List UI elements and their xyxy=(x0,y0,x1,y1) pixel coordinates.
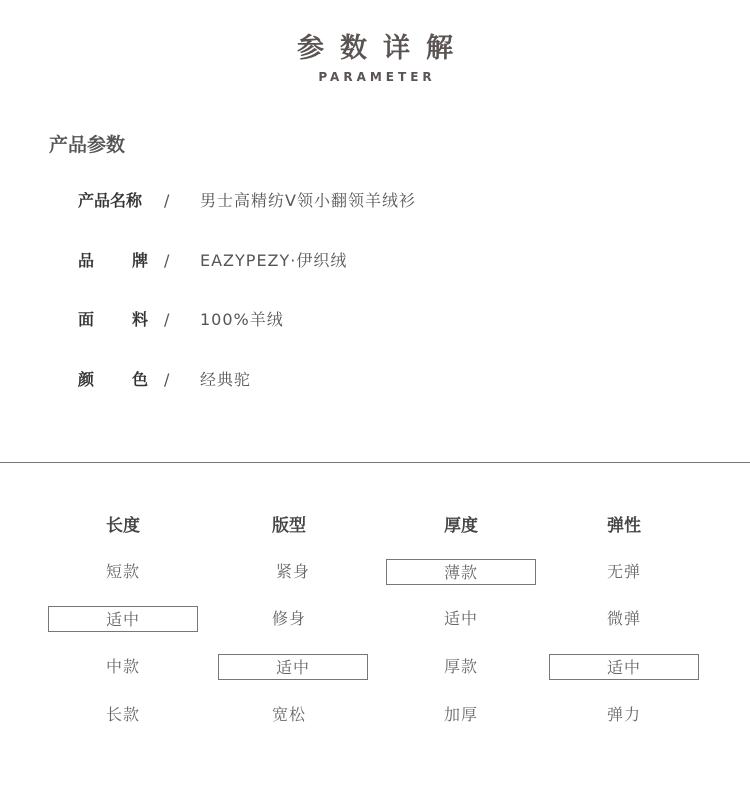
param-value: 男士高精纺V领小翻领羊绒衫 xyxy=(200,191,416,210)
page-title-en: PARAMETER xyxy=(318,70,436,84)
param-row-brand xyxy=(78,248,678,274)
param-row-material xyxy=(78,307,678,333)
page-title-cn: 参数详解 xyxy=(297,33,469,64)
param-label-char: 色 xyxy=(131,370,148,389)
attribute-option: 厚款 xyxy=(443,657,478,676)
param-separator: / xyxy=(164,251,170,270)
param-label-char: 牌 xyxy=(131,251,148,270)
param-label-char: 料 xyxy=(131,310,148,329)
param-label xyxy=(78,367,148,393)
attribute-heading: 弹性 xyxy=(607,516,641,536)
attribute-option: 薄款 xyxy=(386,559,536,585)
attribute-option: 短款 xyxy=(105,562,140,581)
attribute-option: 紧身 xyxy=(275,562,310,581)
attribute-option: 适中 xyxy=(218,654,368,680)
section-title: 产品参数 xyxy=(49,134,126,156)
attribute-option: 适中 xyxy=(443,609,478,628)
param-label xyxy=(78,248,148,274)
param-value: 经典驼 xyxy=(200,370,252,389)
param-separator: / xyxy=(164,191,170,210)
param-separator: / xyxy=(164,310,170,329)
attribute-option: 微弹 xyxy=(606,609,641,628)
attribute-option: 适中 xyxy=(549,654,699,680)
param-label xyxy=(78,307,148,333)
param-value: 100%羊绒 xyxy=(200,310,284,329)
param-label-char: 品 xyxy=(78,251,95,270)
param-row-name xyxy=(78,188,678,214)
attribute-heading: 厚度 xyxy=(444,516,478,536)
attribute-option: 修身 xyxy=(271,609,306,628)
attribute-option: 宽松 xyxy=(271,705,306,724)
attribute-option: 长款 xyxy=(105,705,140,724)
attribute-option: 适中 xyxy=(48,606,198,632)
param-value: EAZYPEZY·伊织绒 xyxy=(200,251,348,270)
param-row-color xyxy=(78,367,678,393)
attribute-option: 弹力 xyxy=(606,705,641,724)
attribute-option: 无弹 xyxy=(606,562,641,581)
param-separator: / xyxy=(164,370,170,389)
param-label-char: 颜 xyxy=(78,370,95,389)
param-label xyxy=(78,188,148,214)
attribute-heading: 长度 xyxy=(106,516,140,536)
param-label-text: 产品名称 xyxy=(78,191,143,210)
attribute-heading: 版型 xyxy=(272,516,306,536)
attribute-option: 中款 xyxy=(105,657,140,676)
attribute-option: 加厚 xyxy=(443,705,478,724)
param-label-char: 面 xyxy=(78,310,95,329)
section-divider xyxy=(0,462,750,463)
